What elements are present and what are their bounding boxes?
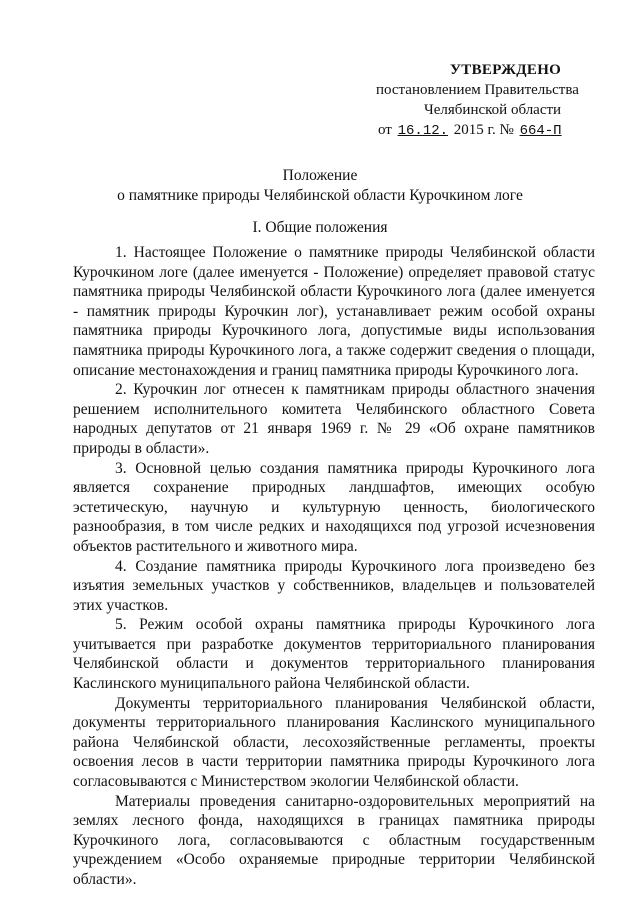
approved-date-line [378, 120, 602, 141]
paragraph-6: Документы территориального планирования Челябинской области, документы территориального планирования Каслинского муниципального района Челябинской области, лесохозяйственные регламенты, проекты освоения лесов в части территории памятника природы Курочкиного лога согласовываются с Министерством экологии Челябинской области. [73, 694, 595, 791]
section-heading: I. Общие положения [252, 219, 388, 236]
paragraph-5: 5. Режим особой охраны памятника природы Курочкиного лога учитывается при разработке документов территориального планирования Челябинской области и документов территориального планирования Каслинского муниципального района Челябинской области. [73, 616, 595, 693]
approved-heading: УТВЕРЖДЕНО [450, 62, 562, 78]
paragraph-1: 1. Настоящее Положение о памятнике природы Челябинской области Курочкином логе (далее именуется - Положение) определяет правовой статус памятника природы Челябинской области Курочкиного лога (далее именуется - памятник природы Курочкин лог), устанавливает режим особой охраны памятника природы Курочкиного лога, допустимые виды использования памятника природы Курочкиного лога, а также содержит сведения о площади, описание местонахождения и границ памятника природы Курочкиного лога. [73, 244, 595, 379]
paragraph-4: 4. Создание памятника природы Курочкиного лога произведено без изъятия земельных участков у собственников, владельцев и пользователей этих участков. [73, 557, 595, 614]
paragraph-2: 2. Курочкин лог отнесен к памятникам природы областного значения решением исполнительного комитета Челябинского областного Совета народных депутатов от 21 января 1969 г. № 29 «Об охране памятников природы в области». [73, 381, 595, 457]
paragraph-7: Материалы проведения санитарно-оздоровительных мероприятий на землях лесного фонда, находящихся в границах памятника природы Курочкиного лога, согласовываются с областным государственным учреждением «Особо охраняемые природные территории Челябинской области». [73, 792, 595, 888]
approved-region-line: Челябинской области [424, 102, 562, 118]
approval-stamp [372, 60, 602, 141]
approval-date: 16.12. [397, 123, 449, 139]
approved-by-line: постановлением Правительства [376, 82, 579, 98]
document-title: Положение [282, 167, 358, 184]
year-label: 2015 г. № [453, 122, 514, 138]
date-prefix: от [378, 122, 392, 138]
paragraph-3: 3. Основной целью создания памятника природы Курочкиного лога является сохранение природных ландшафтов, имеющих особую эстетическую, научную и культурную ценность, биологического разнообразия, в том числе редких и находящихся под угрозой исчезновения объектов растительного и животного мира. [73, 459, 595, 555]
document-subtitle: о памятнике природы Челябинской области Курочкином логе [117, 187, 523, 204]
document-body [73, 243, 595, 890]
approval-number: 664-П [519, 123, 562, 139]
